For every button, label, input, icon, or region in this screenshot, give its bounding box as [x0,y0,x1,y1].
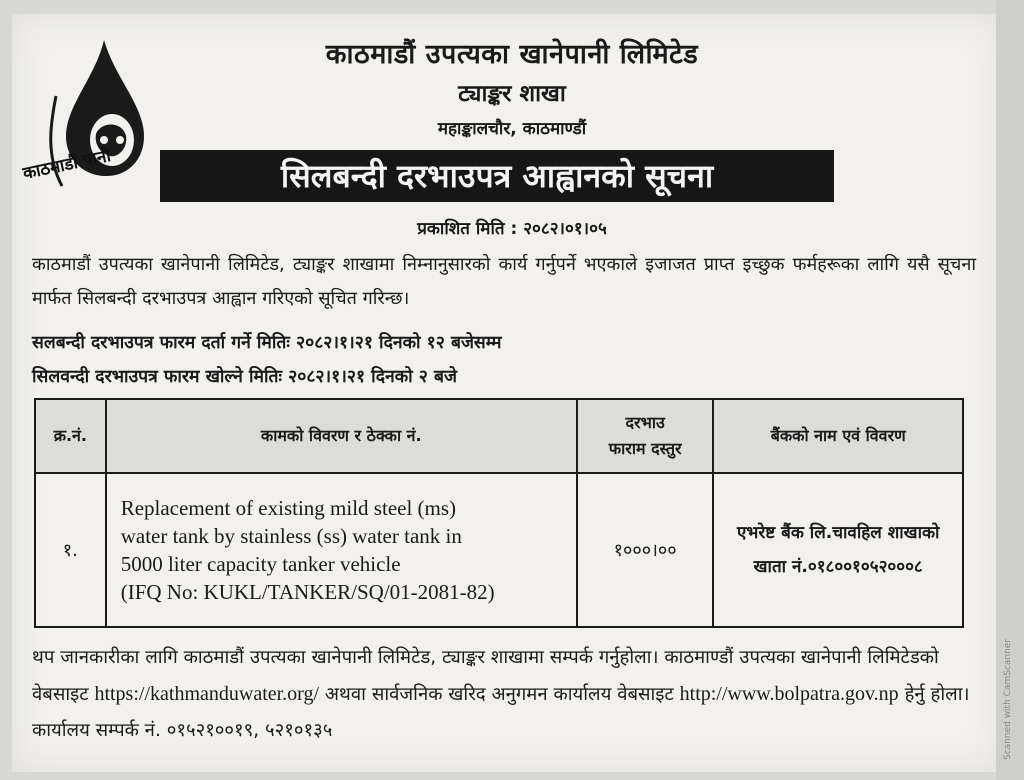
footer-paragraph [32,640,972,749]
description-line: Replacement of existing mild steel (ms) [120,496,457,520]
bank-line1: एभरेष्ट बैंक लि.चावहिल शाखाको [736,523,940,543]
published-date: प्रकाशित मिति : २०८२।०१।०५ [417,219,607,239]
header-fee-line2: फाराम दस्तुर [608,439,682,458]
kukl-website-link: https://kathmanduwater.org/ [94,683,320,705]
header-fee-line1: दरभाउ [625,413,665,432]
scanner-watermark: Scanned with CamScanner [1003,638,1013,760]
intro-paragraph: काठमाडौं उपत्यका खानेपानी लिमिटेड, ट्याङ्कर शाखामा निम्नानुसारको कार्य गर्नुपर्ने भएकाले इजाजत प्राप्त इच्छुक फर्महरूका लागि यसै सूचना मार्फत सिलबन्दी दरभाउपत्र आह्वान गरिएको सूचित गरिन्छ। [32,254,976,309]
logo-text: काठमाडौं पानी [21,145,113,185]
row-fee: १०००।०० [577,473,714,627]
table-row [35,473,963,627]
header-fee [577,399,714,473]
tender-table [34,398,964,628]
opening-date: सिलवन्दी दरभाउपत्र फारम खोल्ने मितिः २०८२।१।२१ दिनको २ बजे [32,367,457,387]
notice-banner: सिलबन्दी दरभाउपत्र आह्वानको सूचना [160,150,834,202]
branch-name: ट्याङ्कर शाखा [458,81,566,107]
row-bank [713,473,963,627]
footer-text-2: अथवा सार्वजनिक खरिद अनुगमन कार्यालय वेबसाइट [319,684,680,705]
row-sn: १. [35,473,106,627]
header-description: कामको विवरण र ठेक्का नं. [106,399,577,473]
description-line: (IFQ No: KUKL/TANKER/SQ/01-2081-82) [120,580,495,604]
description-line: water tank by stainless (ss) water tank in [120,524,462,548]
bank-line2: खाता नं.०१८००१०५२०००८ [753,557,923,577]
table-header-row [35,399,963,473]
header-bank: बैंकको नाम एवं विवरण [713,399,963,473]
location: महाङ्कालचौर, काठमाण्डौं [437,119,587,139]
row-description [106,473,577,627]
footer-text-1: थप जानकारीका लागि काठमाडौं उपत्यका खानेपानी लिमिटेड, ट्याङ्कर शाखामा सम्पर्क गर्नुहोला। काठमाण्डौं उपत्यका खानेपानी लिमिटेडको वेबसाइट [32,647,939,705]
bolpatra-website-link: http://www.bolpatra.gov.np [679,683,899,705]
organization-title: काठमाडौं उपत्यका खानेपानी लिमिटेड [325,39,699,70]
header-sn: क्र.नं. [35,399,106,473]
description-line: 5000 liter capacity tanker vehicle [120,552,401,576]
submission-deadline: सलबन्दी दरभाउपत्र फारम दर्ता गर्ने मितिः २०८२।१।२१ दिनको १२ बजेसम्म [32,333,502,353]
footer-text-3: हेर्नु होला। कार्यालय सम्पर्क नं. ०१५२१००१९, ५२१०१३५ [32,684,970,741]
